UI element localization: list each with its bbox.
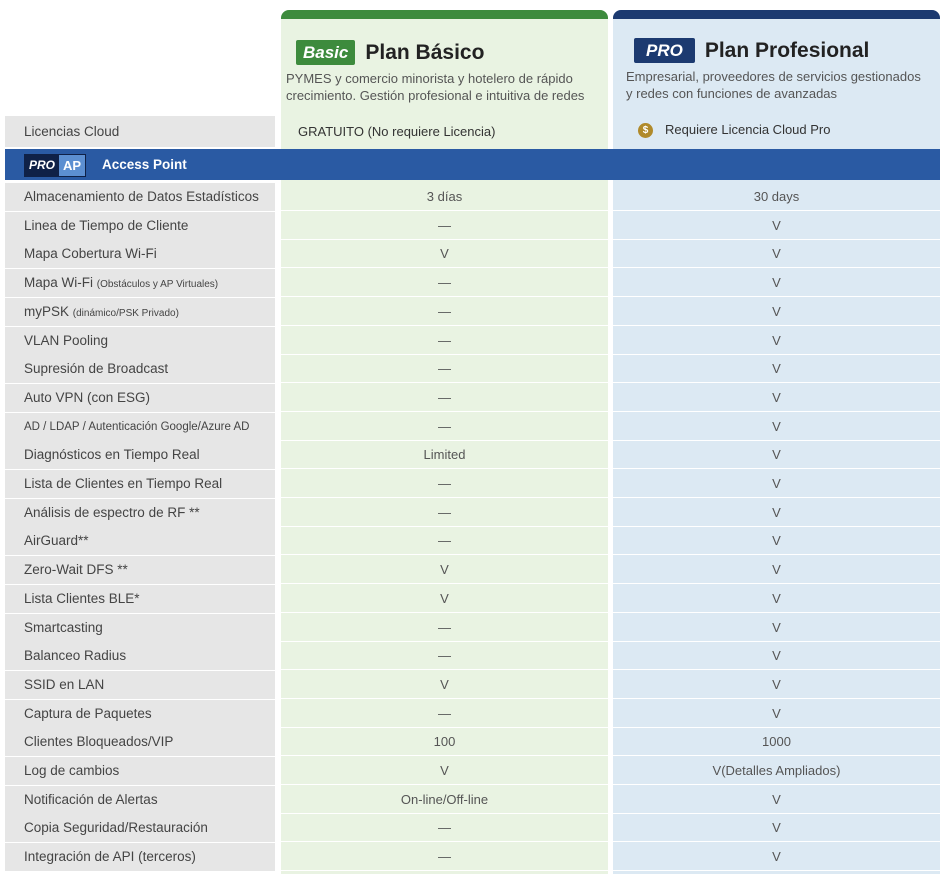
license-pro-value: Requiere Licencia Cloud Pro <box>665 121 831 137</box>
pro-value: V <box>772 562 781 577</box>
pro-value: V <box>772 390 781 405</box>
pro-value: V <box>772 447 781 462</box>
table-row <box>5 355 940 383</box>
feature-label: Smartcasting <box>24 620 103 635</box>
pro-value: V <box>772 218 781 233</box>
row-divider <box>281 870 940 871</box>
table-row <box>5 470 940 498</box>
row-divider <box>281 296 940 297</box>
basic-badge: Basic <box>296 40 355 65</box>
pro-value: V <box>772 533 781 548</box>
basic-value: — <box>438 648 451 663</box>
feature-label: Lista de Clientes en Tiempo Real <box>24 476 223 491</box>
basic-plan-header <box>286 40 606 104</box>
feature-label: myPSK (dinámico/PSK Privado) <box>24 304 179 319</box>
row-divider <box>281 784 940 785</box>
pro-value: V <box>772 275 781 290</box>
basic-value: Limited <box>423 447 466 462</box>
feature-label: Análisis de espectro de RF ** <box>24 505 200 520</box>
pro-plan-accent-bar <box>613 10 940 19</box>
basic-value: — <box>438 505 451 520</box>
table-row <box>5 556 940 584</box>
pro-value: V <box>772 820 781 835</box>
feature-label: Diagnósticos en Tiempo Real <box>24 447 200 462</box>
license-row <box>5 116 940 147</box>
row-divider <box>281 411 940 412</box>
basic-value: V <box>440 562 449 577</box>
basic-value: 100 <box>433 734 456 749</box>
table-row <box>5 757 940 785</box>
feature-label: Captura de Paquetes <box>24 706 152 721</box>
basic-value: On-line/Off-line <box>400 792 489 807</box>
pro-value: V <box>772 792 781 807</box>
table-row <box>5 814 940 842</box>
pro-value: V <box>772 591 781 606</box>
table-row <box>5 413 940 441</box>
row-divider <box>281 267 940 268</box>
feature-label: Notificación de Alertas <box>24 792 158 807</box>
table-row <box>5 585 940 613</box>
feature-label: Copia Seguridad/Restauración <box>24 820 208 835</box>
basic-plan-accent-bar <box>281 10 608 19</box>
basic-plan-title: Plan Básico <box>365 40 485 64</box>
basic-value: V <box>440 677 449 692</box>
table-row <box>5 728 940 756</box>
row-divider <box>281 669 940 670</box>
pro-value: V <box>772 849 781 864</box>
row-divider <box>281 325 940 326</box>
row-divider <box>281 583 940 584</box>
table-row <box>5 269 940 297</box>
table-row <box>5 441 940 469</box>
table-row <box>5 298 940 326</box>
row-divider <box>281 382 940 383</box>
table-row <box>5 786 940 814</box>
feature-label: Almacenamiento de Datos Estadísticos <box>24 189 259 204</box>
pro-value: V <box>772 648 781 663</box>
basic-value: — <box>438 390 451 405</box>
feature-label: Clientes Bloqueados/VIP <box>24 734 174 749</box>
row-divider <box>281 497 940 498</box>
pro-value: V(Detalles Ampliados) <box>712 763 841 778</box>
section-title: Access Point <box>102 157 187 172</box>
basic-value: — <box>438 849 451 864</box>
table-row <box>5 700 940 728</box>
feature-label: VLAN Pooling <box>24 333 109 348</box>
table-row <box>5 212 940 240</box>
table-row <box>5 671 940 699</box>
table-row <box>5 183 940 211</box>
pro-plan-description: Empresarial, proveedores de servicios gestionados y redes con funciones de avanzadas <box>626 69 921 101</box>
feature-label: Supresión de Broadcast <box>24 361 169 376</box>
pro-value: V <box>772 304 781 319</box>
feature-label: Linea de Tiempo de Cliente <box>24 218 189 233</box>
basic-value: — <box>438 361 451 376</box>
pro-value: V <box>772 419 781 434</box>
basic-value: V <box>440 591 449 606</box>
row-divider <box>281 755 940 756</box>
pro-value: 30 days <box>753 189 800 204</box>
row-divider <box>281 210 940 211</box>
feature-label: Log de cambios <box>24 763 120 778</box>
feature-label: Mapa Cobertura Wi-Fi <box>24 246 157 261</box>
license-basic-value: GRATUITO (No requiere Licencia) <box>298 124 496 139</box>
basic-value: — <box>438 419 451 434</box>
access-point-section-header <box>5 149 940 180</box>
feature-label: Lista Clientes BLE* <box>24 591 140 606</box>
basic-value: — <box>438 820 451 835</box>
license-label: Licencias Cloud <box>24 124 120 139</box>
pro-value: V <box>772 505 781 520</box>
feature-label: Auto VPN (con ESG) <box>24 390 151 405</box>
basic-value: — <box>438 620 451 635</box>
pro-value: V <box>772 677 781 692</box>
feature-label: Mapa Wi-Fi (Obstáculos y AP Virtuales) <box>24 275 219 290</box>
pro-value: V <box>772 333 781 348</box>
table-row <box>5 240 940 268</box>
table-row <box>5 614 940 642</box>
dollar-coin-icon: $ <box>638 123 653 138</box>
basic-value: — <box>438 533 451 548</box>
pro-value: V <box>772 246 781 261</box>
basic-value: — <box>438 218 451 233</box>
basic-plan-description: PYMES y comercio minorista y hotelero de rápido crecimiento. Gestión profesional e intuitiva de redes <box>286 71 585 103</box>
table-row <box>5 327 940 355</box>
row-divider <box>281 841 940 842</box>
basic-value: — <box>438 476 451 491</box>
pro-plan-title: Plan Profesional <box>704 38 870 62</box>
feature-label: AD / LDAP / Autenticación Google/Azure AD <box>24 421 250 433</box>
pro-value: V <box>772 620 781 635</box>
pro-value: V <box>772 706 781 721</box>
feature-label: AirGuard** <box>24 533 89 548</box>
basic-value: — <box>438 304 451 319</box>
feature-label: Zero-Wait DFS ** <box>24 562 128 577</box>
row-divider <box>281 612 940 613</box>
pro-value: 1000 <box>762 734 791 749</box>
row-divider <box>281 468 940 469</box>
basic-value: V <box>440 763 449 778</box>
feature-label: Integración de API (terceros) <box>24 849 196 864</box>
table-row <box>5 527 940 555</box>
pro-ap-badge: PRO AP <box>24 154 86 177</box>
table-row <box>5 384 940 412</box>
basic-value: — <box>438 706 451 721</box>
table-row <box>5 642 940 670</box>
basic-value: 3 días <box>426 189 463 204</box>
pro-value: V <box>772 476 781 491</box>
pro-plan-header <box>626 38 940 102</box>
pro-value: V <box>772 361 781 376</box>
basic-value: — <box>438 275 451 290</box>
table-row <box>5 499 940 527</box>
feature-label: Balanceo Radius <box>24 648 127 663</box>
pro-badge: PRO <box>634 38 695 63</box>
feature-label: SSID en LAN <box>24 677 105 692</box>
table-row <box>5 843 940 871</box>
row-divider <box>281 698 940 699</box>
basic-value: — <box>438 333 451 348</box>
row-divider <box>281 554 940 555</box>
basic-value: V <box>440 246 449 261</box>
